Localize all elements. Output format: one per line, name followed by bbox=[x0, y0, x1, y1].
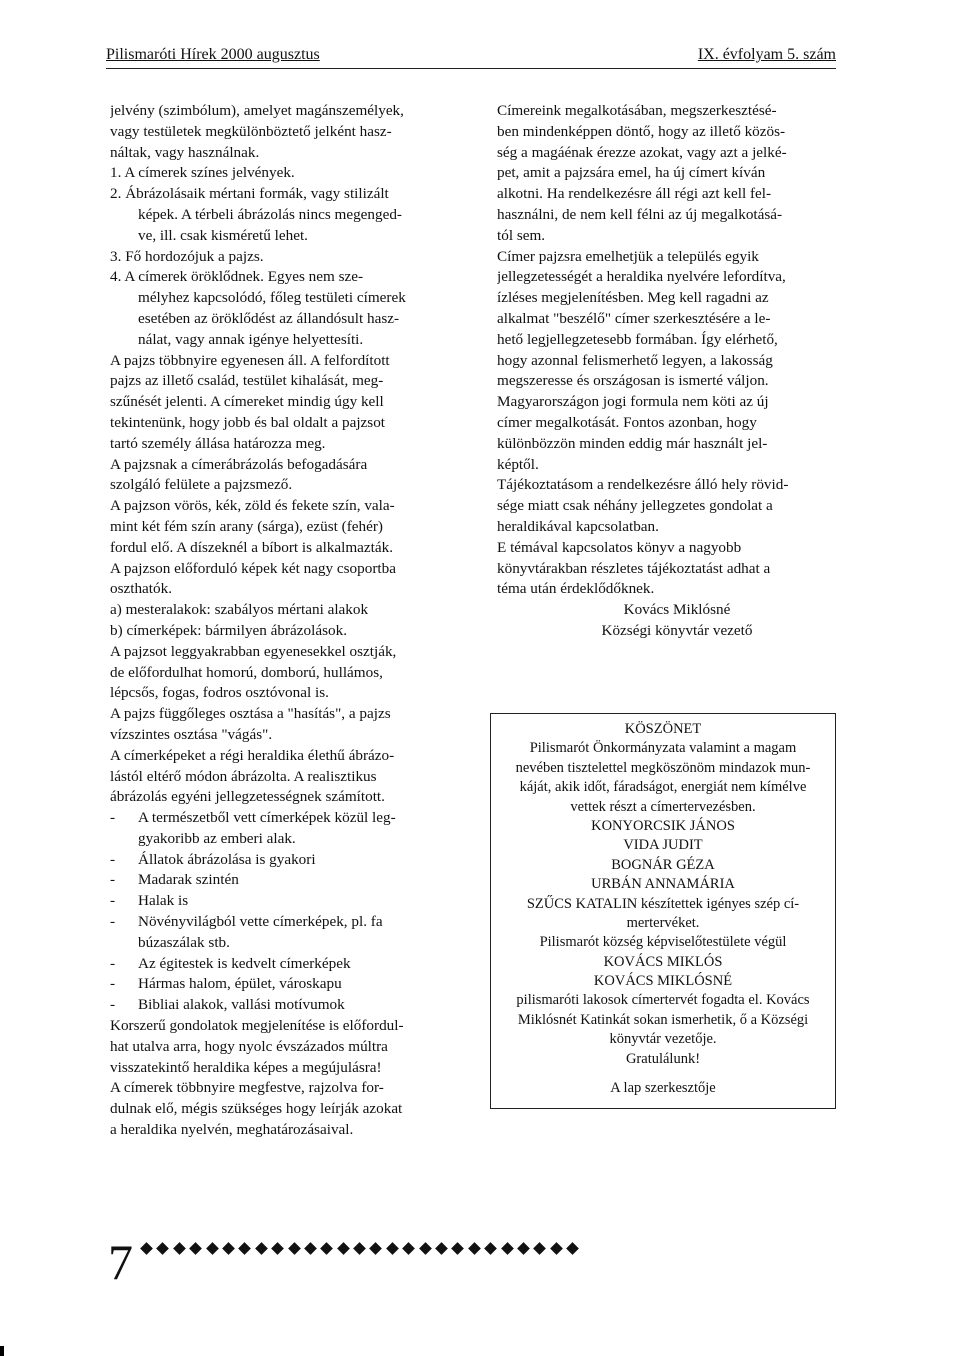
diamond-icon bbox=[304, 1242, 317, 1255]
list-dash: - bbox=[110, 975, 116, 993]
text-line: különbözzön minden eddig már használt jel- bbox=[497, 434, 768, 452]
text-line: hogy azonnal felismerhető legyen, a lakosság bbox=[497, 351, 773, 369]
text-line: jelvény (szimbólum), amelyet magánszemélyek, bbox=[110, 102, 404, 119]
text-line: fordul elő. A díszeknél a bíbort is alkalmazták. bbox=[110, 538, 393, 556]
list-dash: - bbox=[110, 954, 116, 972]
text-line: heraldikával kapcsolatban. bbox=[497, 517, 659, 535]
thanks-line: Pilismarót község képviselőtestülete végül bbox=[539, 934, 787, 951]
text-line: pajzs az illető család, testület kihalását, meg- bbox=[110, 372, 384, 390]
diamond-icon bbox=[222, 1242, 235, 1255]
list-item-text: Halak is bbox=[138, 892, 189, 910]
thanks-line: káját, akik időt, fáradságot, energiát nem kímélve bbox=[519, 779, 807, 796]
text-line: képek. A térbeli ábrázolás nincs megenged- bbox=[138, 205, 402, 223]
text-line: lépcsős, fogas, fodros osztóvonal is. bbox=[110, 684, 329, 702]
thanks-line: VIDA JUDIT bbox=[623, 837, 703, 854]
list-item-text: A természetből vett címerképek közül leg- bbox=[138, 809, 396, 827]
text-line: hat utalva arra, hogy nyolc évszázados múltra bbox=[110, 1037, 388, 1055]
text-line: de előfordulhat homorú, domború, hullámos, bbox=[110, 663, 383, 681]
diamond-icon bbox=[238, 1242, 251, 1255]
page-header bbox=[106, 46, 836, 69]
page-number: 7 bbox=[108, 1234, 133, 1290]
thanks-line: URBÁN ANNAMÁRIA bbox=[591, 876, 735, 893]
text-line: Tájékoztatásom a rendelkezésre álló hely rövid- bbox=[497, 476, 789, 494]
text-line bbox=[110, 891, 448, 912]
text-line: lástól eltérő módon ábrázolta. A realisztikus bbox=[110, 767, 377, 785]
diamond-icon bbox=[517, 1242, 530, 1255]
publication-title: Pilismaróti Hírek 2000 augusztus bbox=[106, 46, 320, 63]
thanks-line: KONYORCSIK JÁNOS bbox=[591, 817, 735, 834]
right-column bbox=[497, 101, 827, 642]
text-line: pet, amit a pajzsára emel, ha új címert kíván bbox=[497, 164, 766, 182]
list-dash: - bbox=[110, 850, 116, 868]
diamond-icon bbox=[566, 1242, 579, 1255]
diamond-icon bbox=[386, 1242, 399, 1255]
thanks-line: könyvtár vezetője. bbox=[609, 1031, 717, 1048]
text-line: jellegzetességét a heraldika nyelvére lefordítva, bbox=[497, 268, 786, 286]
thanks-line: mertervéket. bbox=[626, 914, 700, 931]
text-line: A pajzson előforduló képek két nagy csoportba bbox=[110, 559, 396, 577]
text-line: téma után érdeklődőknek. bbox=[497, 580, 655, 598]
diamond-icon bbox=[468, 1242, 481, 1255]
text-line: nálat, vagy annak igénye helyettesíti. bbox=[138, 330, 364, 348]
text-line: hető legjellegzetesebb formában. Így elérhető, bbox=[497, 330, 778, 348]
text-line: A pajzsot leggyakrabban egyenesekkel osztják, bbox=[110, 642, 397, 660]
text-line: megszeresse és országosan is ismerté váljon. bbox=[497, 372, 769, 390]
text-line: Kovács Miklósné bbox=[623, 601, 731, 619]
list-item-text: Madarak szintén bbox=[138, 871, 239, 889]
text-line: visszatekintő heraldika képes a megújulásra! bbox=[110, 1058, 382, 1076]
diamond-icon bbox=[534, 1242, 547, 1255]
diamond-icon bbox=[452, 1242, 465, 1255]
thanks-signature: A lap szerkesztője bbox=[610, 1080, 716, 1097]
text-line: vagy testületek megkülönböztető jelként hasz- bbox=[110, 122, 392, 140]
text-line: gyakoribb az emberi alak. bbox=[138, 829, 296, 847]
text-line: esetében az öröklődést az állandósult hasz- bbox=[138, 309, 400, 327]
text-line: A pajzs többnyire egyenesen áll. A felfordított bbox=[110, 351, 390, 369]
text-line bbox=[110, 808, 448, 829]
list-item-text: Hármas halom, épület, városkapu bbox=[138, 975, 342, 993]
text-line: a) mesteralakok: szabályos mértani alakok bbox=[110, 601, 369, 619]
text-line: A pajzson vörös, kék, zöld és fekete szín, vala- bbox=[110, 497, 395, 515]
text-line: 2. Ábrázolásaik mértani formák, vagy stilizált bbox=[110, 185, 389, 203]
thanks-line: Pilismarót Önkormányzata valamint a magam bbox=[529, 740, 797, 757]
text-line: 3. Fő hordozójuk a pajzs. bbox=[110, 247, 264, 265]
text-line bbox=[110, 912, 448, 933]
text-line: vízszintes osztása "vágás". bbox=[110, 725, 273, 743]
text-line: tól sem. bbox=[497, 226, 546, 244]
text-line: ség a magáénak érezze azokat, vagy azt a jelké- bbox=[497, 143, 787, 161]
left-column bbox=[110, 101, 448, 1141]
text-line: A címerek többnyire megfestve, rajzolva for- bbox=[110, 1079, 384, 1097]
list-item-text: Növényvilágból vette címerképek, pl. fa bbox=[138, 913, 383, 931]
diamond-icon bbox=[370, 1242, 383, 1255]
list-dash: - bbox=[110, 809, 116, 827]
diamond-icon bbox=[206, 1242, 219, 1255]
thanks-line: BOGNÁR GÉZA bbox=[611, 856, 715, 873]
text-line: Címereink megalkotásában, megszerkesztésé- bbox=[497, 102, 777, 119]
diamond-icon bbox=[550, 1242, 563, 1255]
text-line: alkotni. Ha rendelkezésre áll régi azt kell fel- bbox=[497, 185, 772, 203]
text-line bbox=[110, 850, 448, 871]
text-line: ben mindenképpen döntő, hogy az illető közös- bbox=[497, 122, 786, 140]
text-line: ábrázolás egyéni jellegzetességnek számított. bbox=[110, 788, 385, 806]
text-line: Községi könyvtár vezető bbox=[601, 621, 753, 639]
text-line: tartó személy állása határozza meg. bbox=[110, 434, 326, 452]
diamond-icon bbox=[435, 1242, 448, 1255]
issue-number: IX. évfolyam 5. szám bbox=[697, 46, 836, 63]
text-line: képtől. bbox=[497, 455, 539, 473]
list-item-text: Az égitestek is kedvelt címerképek bbox=[138, 954, 351, 972]
text-line: mélyhez kapcsolódó, főleg testületi címerek bbox=[138, 289, 406, 307]
list-dash: - bbox=[110, 996, 116, 1014]
diamond-icon bbox=[288, 1242, 301, 1255]
text-line: a heraldika nyelvén, meghatározásaival. bbox=[110, 1121, 354, 1139]
diamond-icon bbox=[255, 1242, 268, 1255]
text-line: búzaszálak stb. bbox=[138, 933, 230, 951]
diamond-icon bbox=[271, 1242, 284, 1255]
text-line: Magyarországon jogi formula nem köti az új bbox=[497, 393, 769, 411]
diamond-icon bbox=[484, 1242, 497, 1255]
diamond-icon bbox=[337, 1242, 350, 1255]
diamond-icon bbox=[402, 1242, 415, 1255]
thanks-line: Gratulálunk! bbox=[625, 1050, 701, 1067]
text-line: oszthatók. bbox=[110, 580, 173, 598]
text-line bbox=[110, 974, 448, 995]
thanks-line: Miklósnét Katinkát sokan ismerhetik, ő a Községi bbox=[517, 1011, 809, 1028]
thanks-line: pilismaróti lakosok címertervét fogadta el. Kovács bbox=[516, 992, 810, 1009]
text-line: dulnak elő, mégis szükséges hogy leírják azokat bbox=[110, 1100, 403, 1118]
diamond-ornament-row bbox=[142, 1244, 577, 1253]
text-line: ízléses megjelenítésben. Meg kell ragadni az bbox=[497, 289, 769, 307]
thanks-heading: KÖSZÖNET bbox=[624, 721, 702, 737]
diamond-icon bbox=[173, 1242, 186, 1255]
text-line bbox=[110, 954, 448, 975]
thanks-line: SZŰCS KATALIN készítettek igényes szép cí- bbox=[526, 895, 800, 912]
list-dash: - bbox=[110, 913, 116, 931]
text-line: 1. A címerek színes jelvények. bbox=[110, 164, 295, 182]
text-line: sége miatt csak néhány jellegzetes gondolat a bbox=[497, 497, 773, 515]
page-footer bbox=[108, 1232, 838, 1292]
text-line: szűnését jelenti. A címereket mindig úgy kell bbox=[110, 393, 384, 411]
text-line: könyvtárakban részletes tájékoztatást adhat a bbox=[497, 559, 771, 577]
text-line: A címerképeket a régi heraldika élethű ábrázo- bbox=[110, 746, 395, 764]
text-line: A pajzs függőleges osztása a "hasítás", a pajzs bbox=[110, 705, 391, 723]
thanks-line: vettek részt a címertervezésben. bbox=[570, 798, 756, 815]
diamond-icon bbox=[353, 1242, 366, 1255]
text-line bbox=[110, 995, 448, 1016]
diamond-icon bbox=[419, 1242, 432, 1255]
thanks-line: nevében tisztelettel megköszönöm mindazok mun- bbox=[515, 759, 811, 776]
text-line: ve, ill. csak kisméretű lehet. bbox=[138, 226, 308, 244]
scan-mark bbox=[0, 1346, 4, 1356]
diamond-icon bbox=[157, 1242, 170, 1255]
text-line: használni, de nem kell félni az új megalkotásá- bbox=[497, 205, 783, 223]
text-line bbox=[110, 870, 448, 891]
diamond-icon bbox=[140, 1242, 153, 1255]
list-dash: - bbox=[110, 871, 116, 889]
text-line: mint két fém szín arany (sárga), ezüst (fehér) bbox=[110, 517, 383, 535]
thanks-box bbox=[490, 713, 836, 1109]
diamond-icon bbox=[189, 1242, 202, 1255]
diamond-icon bbox=[320, 1242, 333, 1255]
text-line: Címer pajzsra emelhetjük a település egyik bbox=[497, 247, 759, 265]
thanks-line: KOVÁCS MIKLÓSNÉ bbox=[593, 973, 733, 990]
diamond-icon bbox=[501, 1242, 514, 1255]
text-line: b) címerképek: bármilyen ábrázolások. bbox=[110, 621, 347, 639]
text-line: náltak, vagy használnak. bbox=[110, 143, 260, 161]
thanks-line: KOVÁCS MIKLÓS bbox=[603, 953, 723, 970]
text-line: szolgáló felülete a pajzsmező. bbox=[110, 476, 293, 494]
text-line: E témával kapcsolatos könyv a nagyobb bbox=[497, 538, 742, 556]
text-line: Korszerű gondolatok megjelenítése is előfordul- bbox=[110, 1017, 404, 1035]
text-line: A pajzsnak a címerábrázolás befogadására bbox=[110, 455, 368, 473]
text-line: 4. A címerek öröklődnek. Egyes nem sze- bbox=[110, 268, 364, 286]
text-line: tekintenünk, hogy jobb és bal oldalt a pajzsot bbox=[110, 413, 386, 431]
text-line: alkalmat "beszélő" címer szerkesztésére a le- bbox=[497, 309, 771, 327]
list-dash: - bbox=[110, 892, 116, 910]
text-line: címer megalkotását. Fontos azonban, hogy bbox=[497, 413, 757, 431]
list-item-text: Állatok ábrázolása is gyakori bbox=[138, 850, 316, 868]
list-item-text: Bibliai alakok, vallási motívumok bbox=[138, 996, 345, 1014]
